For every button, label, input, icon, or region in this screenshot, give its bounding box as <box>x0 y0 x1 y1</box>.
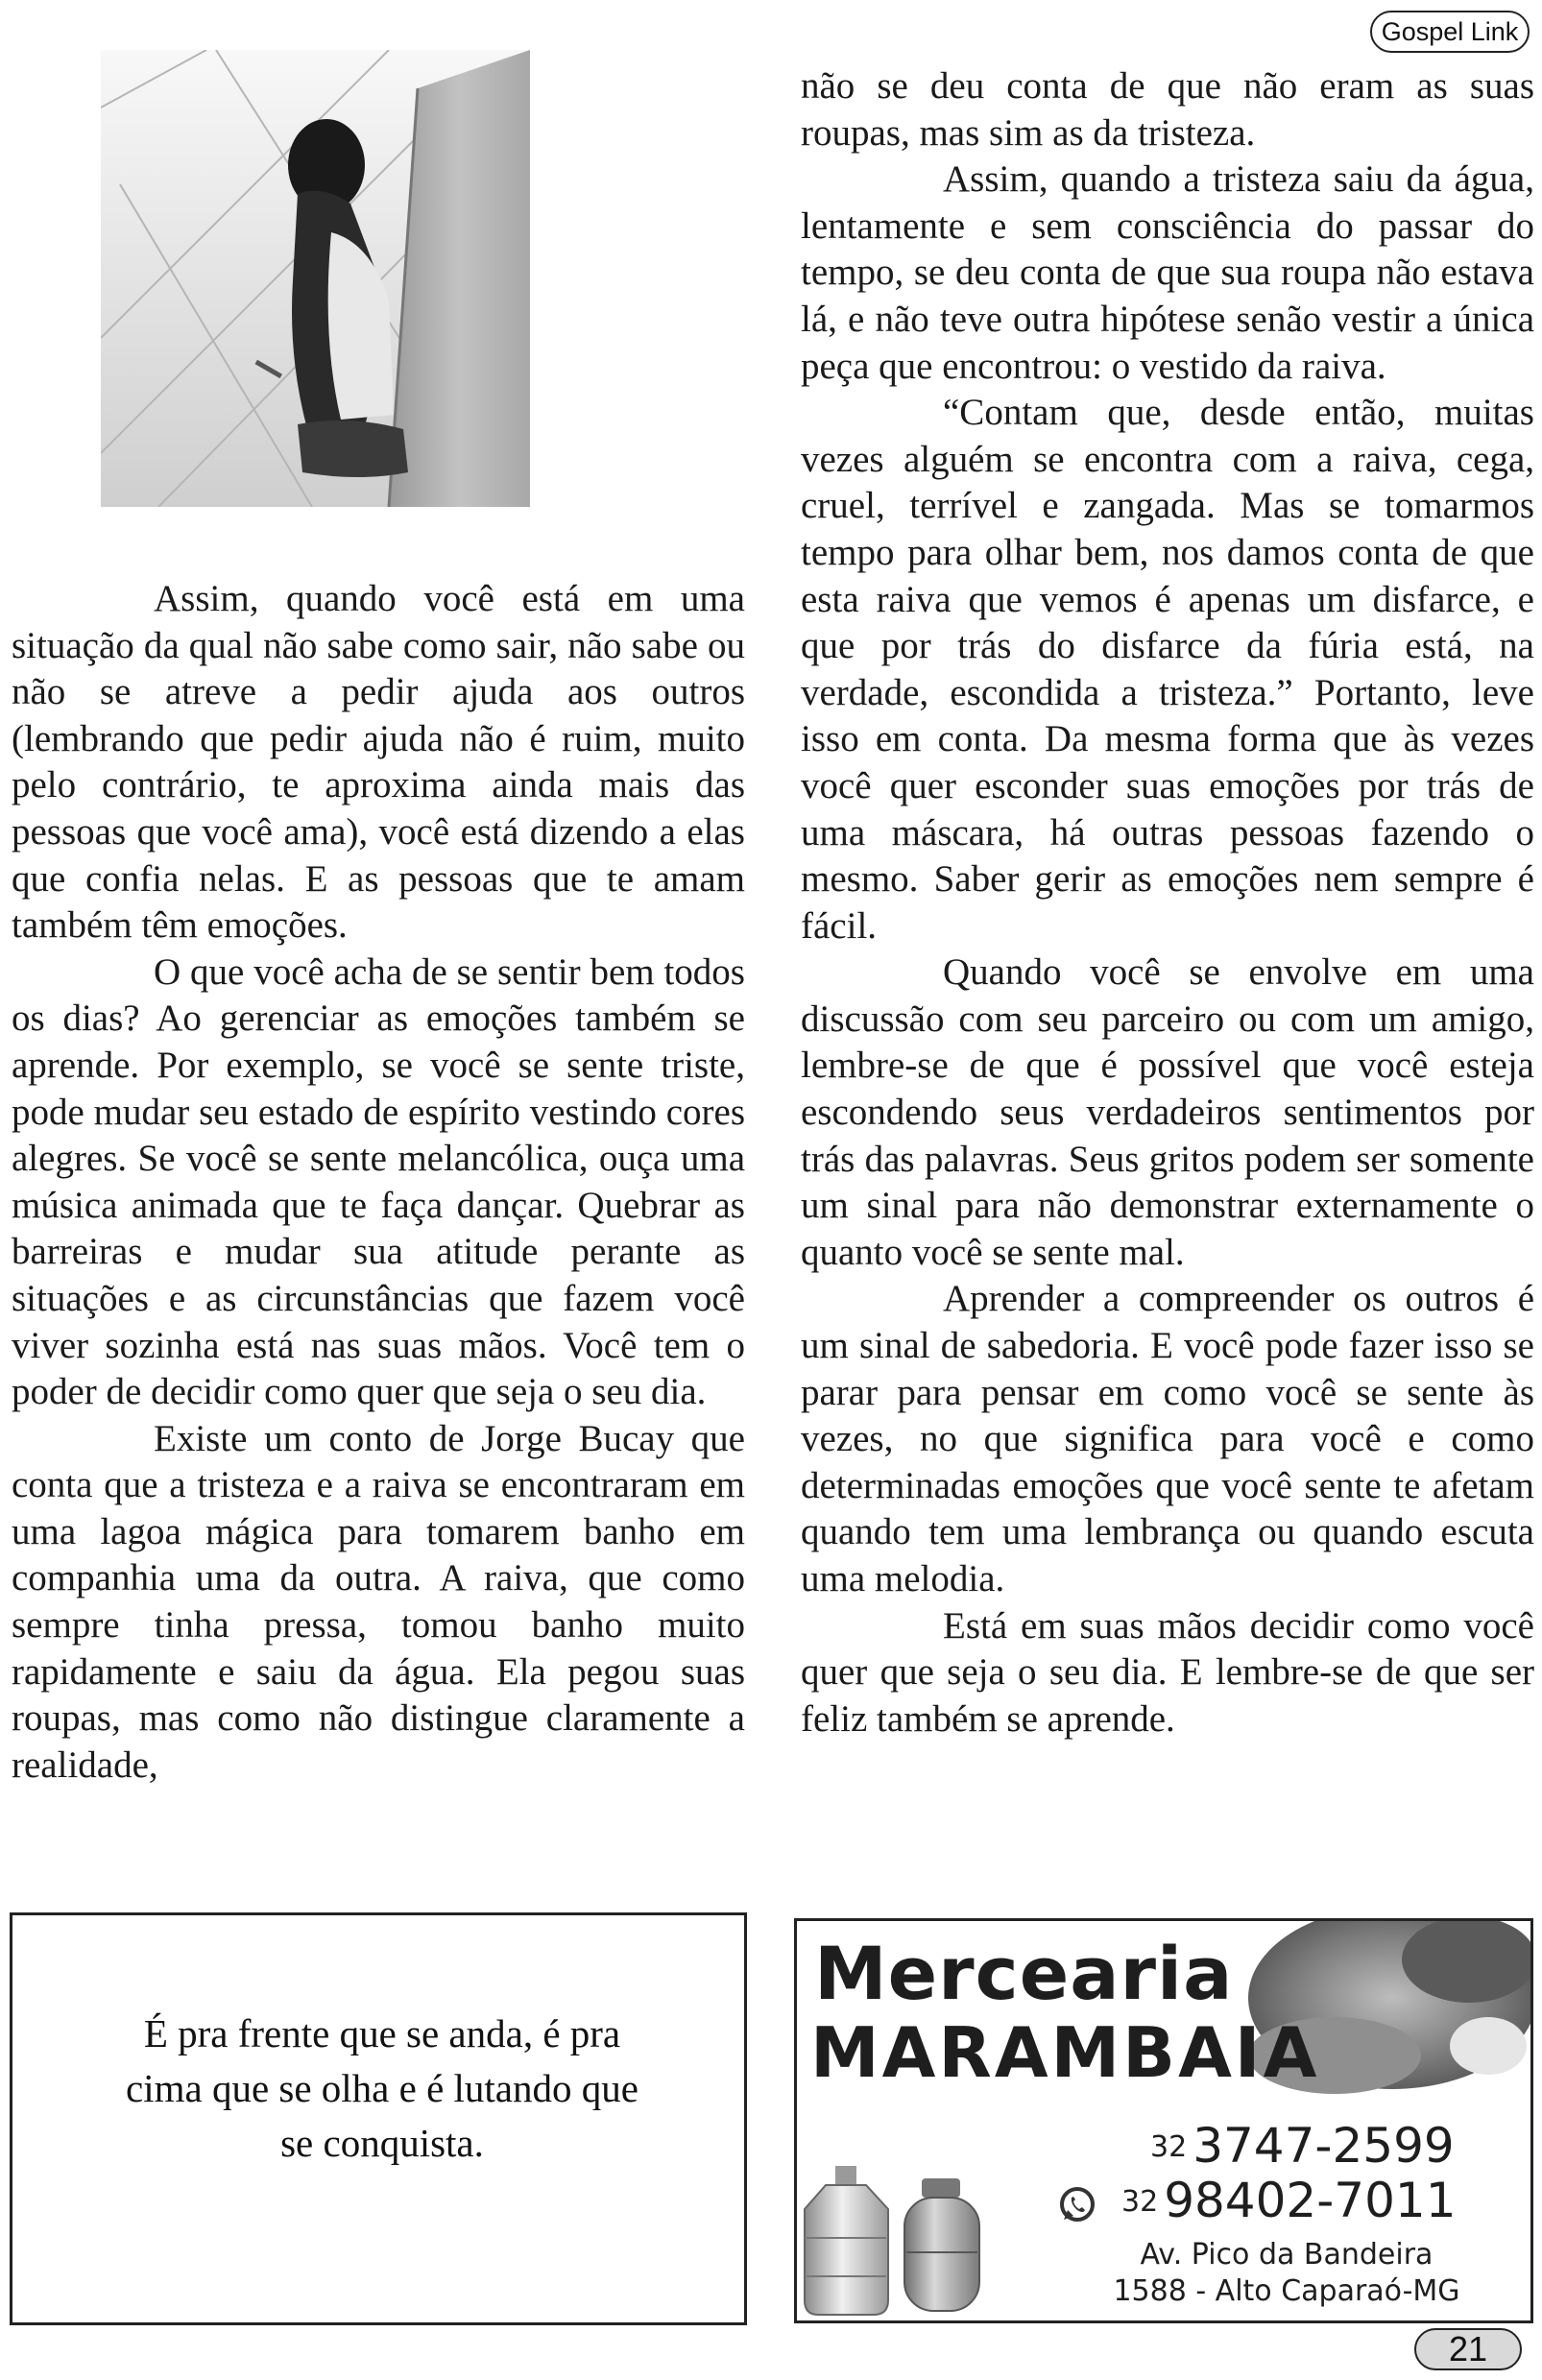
store-name-line1: Mercearia <box>814 1931 1234 2016</box>
paragraph: Quando você se envolve em uma discussão com seu parceiro ou com um amigo, lembre-se de que é possível que você esteja escondendo seus verdadeiros sentimentos por trás das palavras. Seus gritos podem ser somente um sinal para não demonstrar externamente o quanto você se sente mal. <box>801 951 1534 1273</box>
paragraph: não se deu conta de que não eram as suas roupas, mas sim as da tristeza. <box>801 65 1534 154</box>
article-photo <box>101 50 530 507</box>
whatsapp-icon <box>1058 2185 1096 2224</box>
quote-text <box>51 2007 713 2171</box>
gas-cylinder-icon <box>904 2178 979 2311</box>
quote-line: É pra frente que se anda, é pra <box>143 2011 621 2055</box>
phone-number: 3747-2599 <box>1193 2118 1455 2174</box>
paragraph: Existe um conto de Jorge Bucay que conta que a tristeza e a raiva se encontraram em uma lagoa mágica para tomarem banho em companhia uma da outra. A raiva, que como sempre tinha pressa, tomou banho muito rapidamente e saiu da água. Ela pegou suas roupas, mas como não distingue claramente a realidade, <box>12 1417 745 1786</box>
store-name-line2: MARAMBAIA <box>810 2012 1320 2093</box>
quote-line: se conquista. <box>280 2121 484 2165</box>
paragraph: Assim, quando você está em uma situação da qual não sabe como sair, não sabe ou não se atreve a pedir ajuda aos outros (lembrando que pedir ajuda não é ruim, muito pelo contrário, te aproxima ainda mais das pessoas que você ama), você está dizendo a elas que confia nelas. E as pessoas que te amam também têm emoções. <box>12 578 745 947</box>
phone-mobile <box>1121 2173 1457 2228</box>
water-jug-icon <box>805 2166 888 2315</box>
photo-illustration <box>101 50 530 507</box>
advertisement <box>794 1918 1533 2323</box>
paragraph: Aprender a compreender os outros é um sinal de sabedoria. E você pode fazer isso se parar para pensar em como você se sente às vezes, no que significa para você e como determinadas emoções que você sente te afetam quando tem uma lembrança ou quando escuta uma melodia. <box>801 1278 1534 1599</box>
phone-landline <box>1150 2118 1455 2174</box>
paragraph: Assim, quando a tristeza saiu da água, lentamente e sem consciência do passar do tempo, se deu conta de que sua roupa não estava lá, e não teve outra hipótese senão vestir a única peça que encontrou: o vestido da raiva. <box>801 158 1534 387</box>
address-line1: Av. Pico da Bandeira <box>1140 2238 1434 2272</box>
paragraph: O que você acha de se sentir bem todos os dias? Ao gerenciar as emoções também se aprende. Por exemplo, se você se sente triste, pode mudar seu estado de espírito vestindo cores alegres. Se você se sente melancólica, ouça uma música animada que te faça dançar. Quebrar as barreiras e mudar sua atitude perante as situações e as circunstâncias que fazem você viver sozinha está nas suas mãos. Você tem o poder de decidir como quer que seja o seu dia. <box>12 950 745 1413</box>
paragraph: “Contam que, desde então, muitas vezes alguém se encontra com a raiva, cega, cruel, terrível e zangada. Mas se tomarmos tempo para olhar bem, nos damos conta de que esta raiva que vemos é apenas um disfarce, e que por trás do disfarce da fúria está, na verdade, escondida a tristeza.” Portanto, leve isso em conta. Da mesma forma que às vezes você quer esconder suas emoções por trás de uma máscara, há outras pessoas fazendo o mesmo. Saber gerir as emoções nem sempre é fácil. <box>801 392 1534 947</box>
area-code: 32 <box>1150 2130 1188 2164</box>
magazine-badge: Gospel Link <box>1370 11 1530 53</box>
quote-box <box>10 1912 747 2325</box>
quote-line: cima que se olha e é lutando que <box>126 2066 638 2110</box>
phone-number: 98402-7011 <box>1164 2173 1457 2228</box>
address-line2: 1588 - Alto Caparaó-MG <box>1113 2274 1460 2308</box>
page-number: 21 <box>1414 2328 1522 2370</box>
right-text-column <box>801 63 1534 1743</box>
area-code: 32 <box>1121 2185 1159 2219</box>
paragraph: Está em suas mãos decidir como você quer que seja o seu dia. E lembre-se de que ser feliz também se aprende. <box>801 1604 1534 1740</box>
left-text-column <box>12 576 745 1789</box>
